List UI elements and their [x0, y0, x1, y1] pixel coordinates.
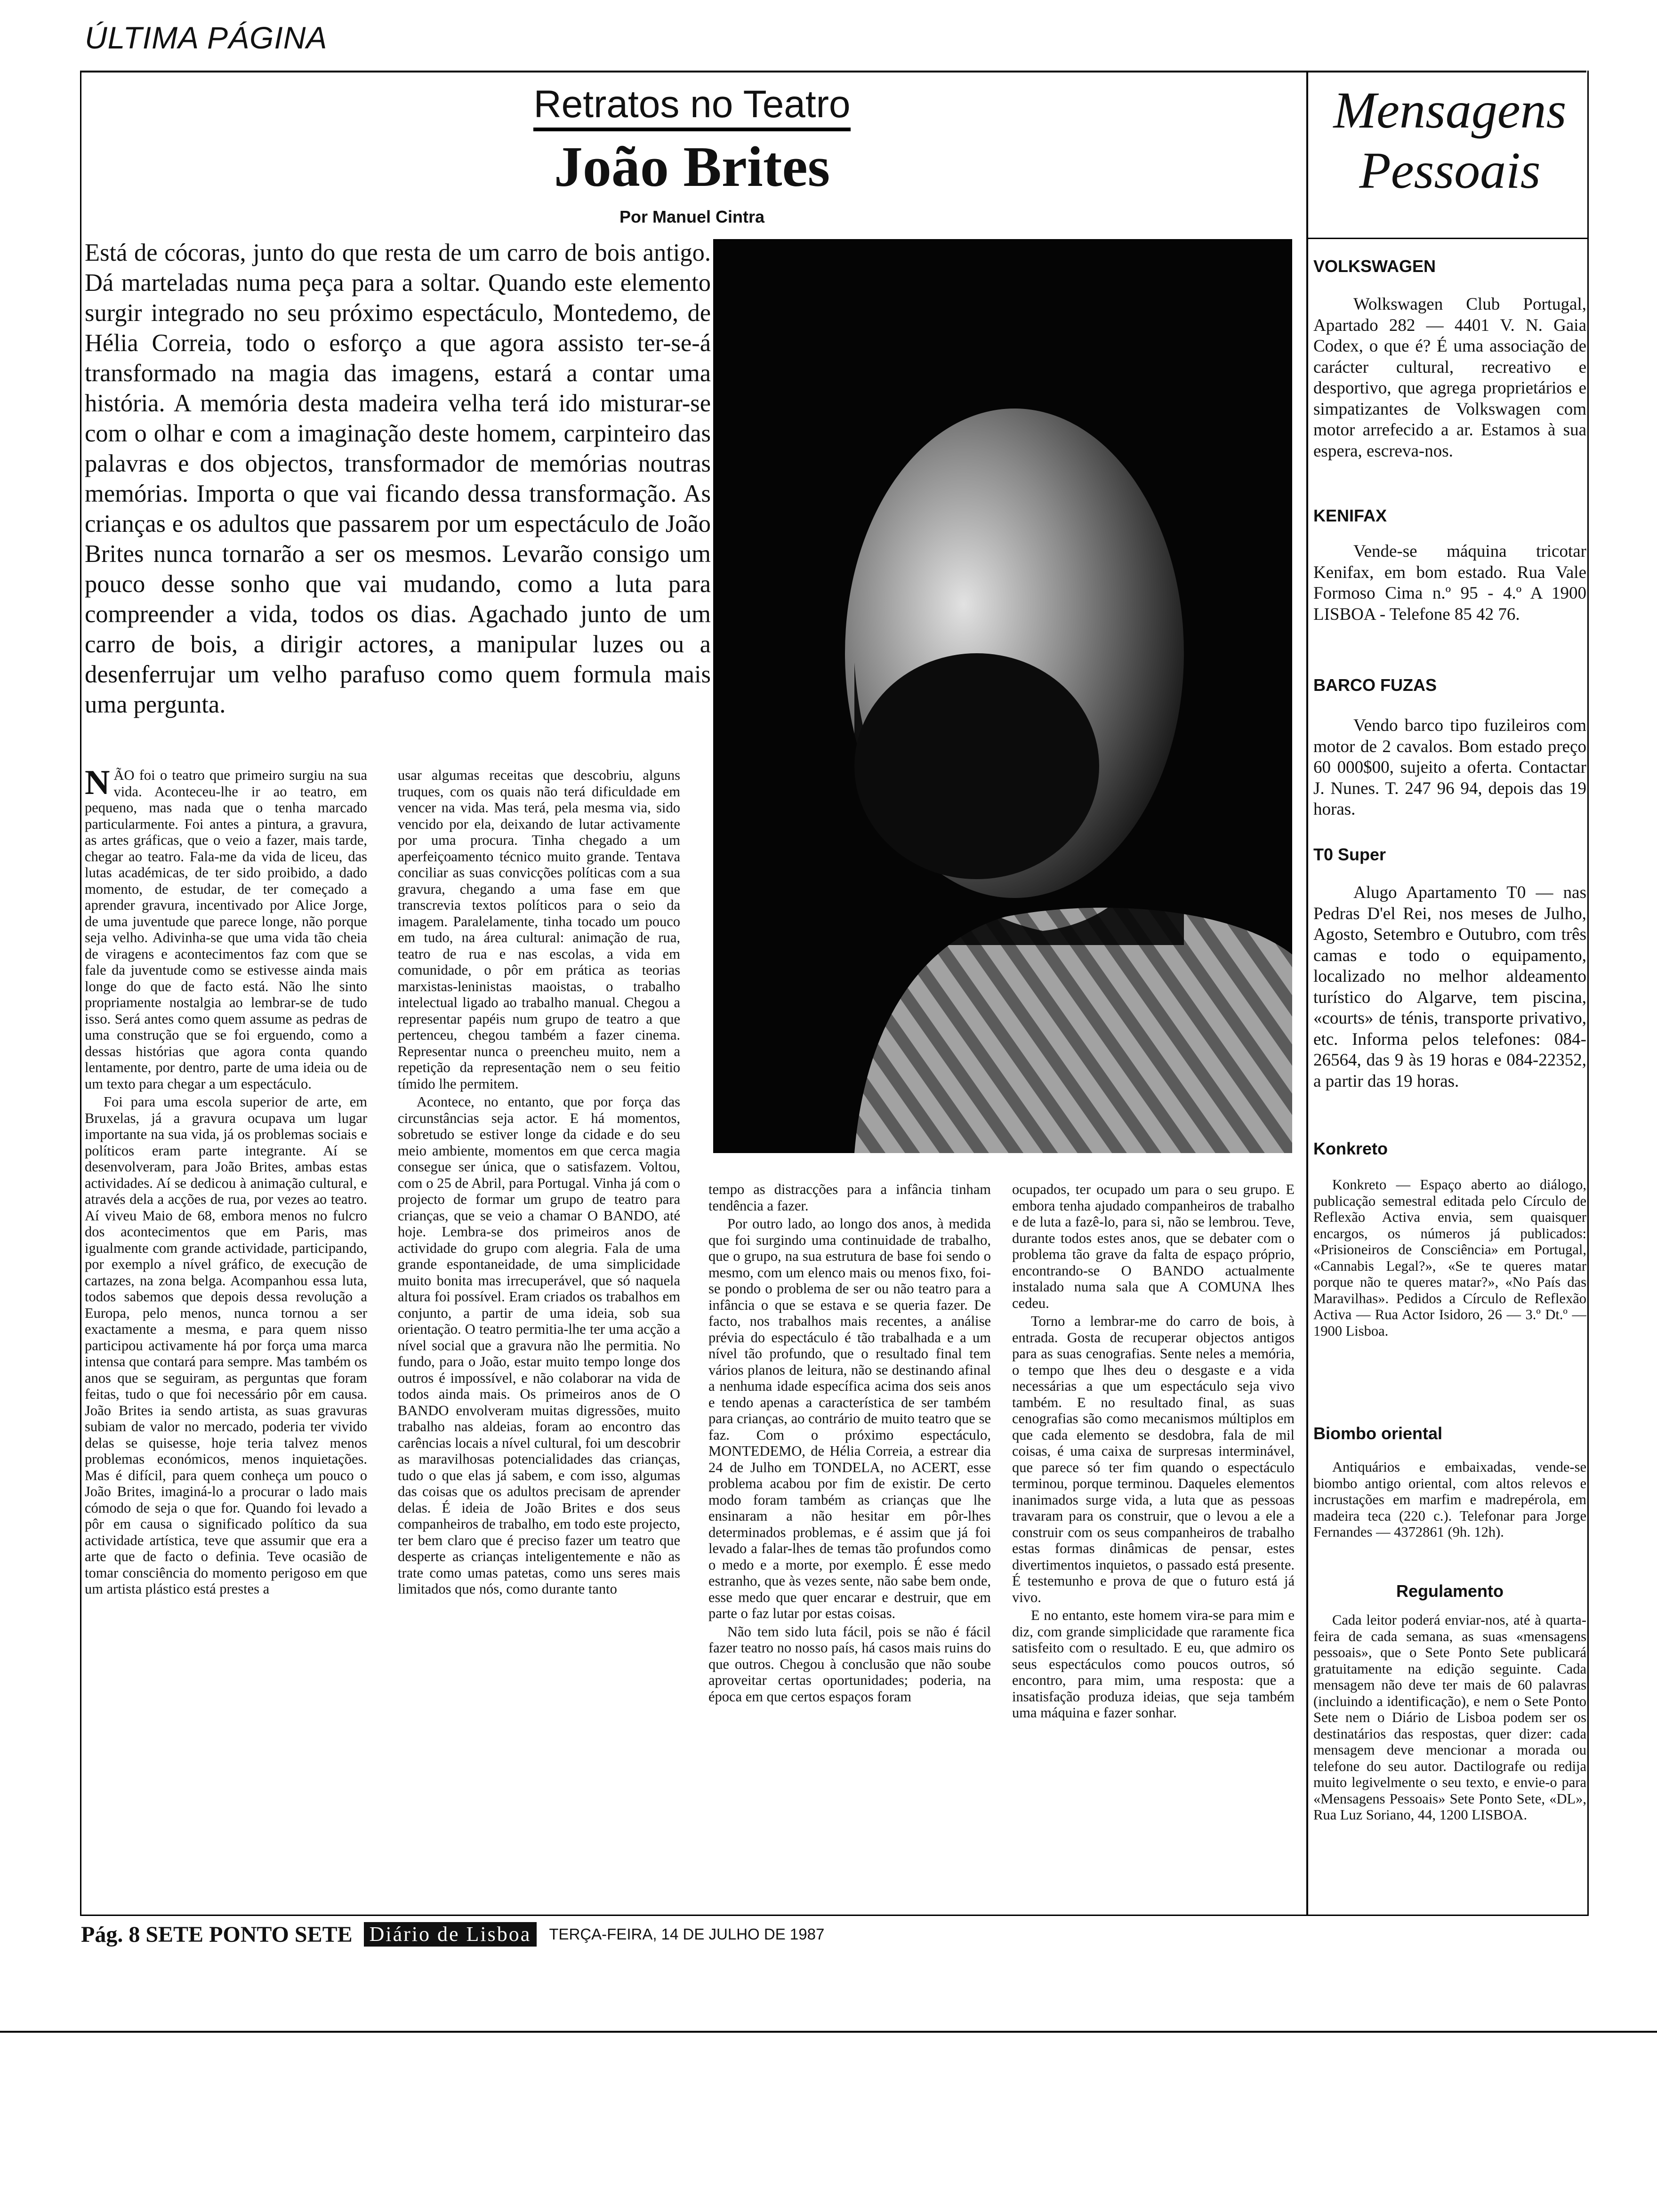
- ad-heading-biombo-oriental: Biombo oriental: [1313, 1424, 1443, 1443]
- sidebar-title: Mensagens Pessoais: [1333, 81, 1567, 199]
- sidebar-divider: [1306, 71, 1308, 1915]
- article-paragraph: E no entanto, este homem vira-se para mim e diz, com grande simplicidade que raramente fica satisfeito com o resultado. E eu, que admiro os seus espectáculos como poucos outros, só encontro, para mim, uma resposta: que a insatisfação produza ideias, que seja também uma máquina e fazer sonhar.: [1012, 1607, 1295, 1721]
- article-paragraph: Acontece, no entanto, que por força das circunstâncias seja actor. E há momentos, sobretudo se estiver longe da cidade e do seu meio ambiente, momentos em que cerca magia consegue ser única, que o satisfazem. Voltou, com o 25 de Abril, para Portugal. Vinha já com o projecto de formar um grupo de teatro para crianças, que se veio a chamar O BANDO, até hoje. Lembra-se dos primeiros anos de actividade do grupo com alegria. Fala de uma grande espontaneidade, de uma simplicidade muito bonita mas irrecuperável, que só naquela altura foi possível. Eram criados os trabalhos em conjunto, a partir de uma ideia, sob sua orientação. O teatro permitia-lhe ter uma acção a nível social que a gravura não lhe permitia. No fundo, para o João, estar muito tempo longe dos outros é impossível, e não colaborar na vida de todos ainda mais. Os primeiros anos de O BANDO envolveram muitas digressões, muito trabalho nas aldeias, foram ao encontro das carências locais a nível cultural, foi um descobrir as maravilhosas potencialidades das crianças, tudo o que elas já sabem, e com isso, algumas das coisas que os adultos precisam de aprender delas. É ideia de João Brites e dos seus companheiros de trabalho, em todo este projecto, ter bem claro que é preciso fazer um teatro que desperte as crianças inteligentemente e não as trate como umas patetas, como uns seres mais limitados que nós, como durante tanto: [398, 1094, 680, 1597]
- page-bottom-rule: [0, 2031, 1657, 2033]
- article-paragraph: Por outro lado, ao longo dos anos, à medida que foi surgindo uma continuidade de trabalho, que o grupo, na sua estrutura de base foi sendo o mesmo, com um elenco mais ou menos fixo, foi-se pondo o problema de ser ou não teatro para a infância o que se estava e se queria fazer. De facto, nos trabalhos mais recentes, a análise prévia do espectáculo é tão trabalhada e a um nível tão profundo, que o resultado final tem vários planos de leitura, não se destinando afinal a nenhuma idade específica acima dos seis anos e tendo apenas a característica de ser também para crianças, ao contrário de muito teatro que se faz. Com o próximo espectáculo, MONTEDEMO, de Hélia Correia, a estrear dia 24 de Julho em TONDELA, no ACERT, esse problema acabou por fim de existir. De certo modo foram também as crianças que lhe ensinaram a não hesitar em pôr-lhes determinados problemas, e é assim que já foi levado a falar-lhes de temas tão profundos como o medo e a morte, por exemplo. É esse medo estranho, que às vezes sente, não sabe bem onde, esse medo que quer encarar e destruir, que em parte o faz lutar por estas coisas.: [708, 1216, 991, 1621]
- article-paragraph: Torno a lembrar-me do carro de bois, à entrada. Gosta de recuperar objectos antigos para as suas cenografias. Sente neles a memória, o tempo que lhes deu o desgaste e a vida necessárias a que um espectáculo seja vivo também. E no resultado final, as suas cenografias são como mecanismos múltiplos em que cada elemento se desdobra, fala de mil coisas, é uma caixa de surpresas interminável, que parece só ter fim quando o espectáculo terminou, porque terminou. Daqueles elementos inanimados surge vida, a luta que as pessoas travaram para os construir, que o levou a ele a construir com os seus companheiros de trabalho estas formas dinâmicas de pensar, estes divertimentos inquietos, o passado está presente. É testemunho e prova de que o futuro está já vivo.: [1012, 1313, 1295, 1605]
- section-label: ÚLTIMA PÁGINA: [85, 20, 328, 55]
- right-rule: [1587, 71, 1589, 1915]
- page-footer: [81, 1920, 824, 1948]
- sidebar-title-rule: [1308, 238, 1587, 239]
- ad-text-t0-super: Alugo Apartamento T0 — nas Pedras D'el Rei, nos meses de Julho, Agosto, Setembro e Outubro, com três camas e todo o equipamento, localizado no melhor aldeamento turístico do Algarve, tem piscina, «courts» de ténis, transporte privativo, etc. Informa pelos telefones: 084-26564, das 9 às 19 horas e 084-22352, a partir das 19 horas.: [1313, 883, 1586, 1091]
- portrait-photo-graphic: [713, 239, 1292, 1153]
- article-column-1: [85, 763, 367, 1599]
- article-paragraph: Foi para uma escola superior de arte, em Bruxelas, já a gravura ocupava um lugar importante na sua vida, já os problemas sociais e políticos eram parte integrante. Aí se desenvolveram, para João Brites, ambas estas actividades. Aí se dedicou à animação cultural, e através dela a acções de rua, por vezes ao teatro. Aí viveu Maio de 68, embora menos no fulcro dos acontecimentos que em Paris, mas igualmente com grande actividade, participando, por exemplo a nível gráfico, de execução de cartazes, na zona belga. Acompanhou essa luta, todos sabemos que depois dessa revolução a Europa, pelo menos, nunca tornou a ser exactamente a mesma, e para quem nisso participou activamente há por força uma marca intensa que contará para sempre. Mas também os anos que se seguiram, as perguntas que foram feitas, tudo o que foi necessário pôr em causa. João Brites ia sendo artista, as suas gravuras subiam de valor no mercado, poderia ter vivido delas se quisesse, hoje teria talvez menos problemas económicos, menos inquietações. Mas é difícil, para quem conheça um pouco o João Brites, imaginá-lo a procurar o lado mais cómodo de seja o que for. Quando foi levado a pôr em causa o significado político da sua actividade artística, teve que assumir que era a arte que de facto o definia. Teve ocasião de tomar consciência do momento perigoso em que um artista plástico está prestes a: [85, 1094, 367, 1597]
- newspaper-logo: Diário de Lisboa: [364, 1922, 537, 1947]
- left-rule: [80, 71, 81, 1915]
- article-column-4: [1012, 1181, 1295, 1723]
- ad-text-konkreto: Konkreto — Espaço aberto ao diálogo, publicação semestral editada pelo Círculo de Reflexão Activa envia, sem quaisquer encargos, os números já publicados: «Prisioneiros de Consciência» em Portugal, «Cannabis Legal?», «Se te queres matar porque não te queres matar?», «No País das Maravilhas». Pedidos a Círculo de Reflexão Activa — Rua Actor Isidoro, 26 — 3.º Dt.º — 1900 Lisboa.: [1313, 1177, 1586, 1339]
- ad-heading-volkswagen: VOLKSWAGEN: [1313, 256, 1436, 276]
- drop-cap: N: [85, 763, 110, 802]
- ad-heading-barco-fuzas: BARCO FUZAS: [1313, 675, 1437, 695]
- ad-heading-konkreto: Konkreto: [1313, 1139, 1388, 1158]
- article-column-3: [708, 1181, 991, 1707]
- article-paragraph: ocupados, ter ocupado um para o seu grupo. E embora tenha ajudado companheiros de trabalho e de luta a fazê-lo, para si, não se lembrou. Teve, durante todos estes anos, que se debater com o problema tão grave da falta de espaço próprio, encontrando-se O BANDO actualmente instalado numa sala que A COMUNA lhes cedeu.: [1012, 1181, 1295, 1311]
- article-column-2: [398, 767, 680, 1599]
- rules-heading: Regulamento: [1396, 1581, 1504, 1601]
- article-paragraph: usar algumas receitas que descobriu, alguns truques, com os quais não terá dificuldade em vencer na vida. Mas terá, pela mesma via, sido vencido por ela, deixando de lutar activamente por uma procura. Tinha chegado a um aperfeiçoamento técnico muito grande. Tentava conciliar as suas convicções políticas com a sua gravura, chegando a uma fase em que transcrevia textos políticos para o seio da imagem. Paralelamente, tinha tocado um pouco em tudo, na área cultural: animação de rua, teatro de rua e nas escolas, a vida em comunidade, o pôr em prática as teorias marxistas-leninistas maoistas, o trabalho intelectual ligado ao trabalho manual. Chegou a representar papéis num grupo de teatro a que pertenceu, chegou também a fazer cinema. Representar nunca o preencheu muito, nem a repetição da representação nem o seu feitio tímido lhe permitem.: [398, 767, 680, 1092]
- ad-text-biombo-oriental: Antiquários e embaixadas, vende-se biombo antigo oriental, com altos relevos e incrustações em marfim e madrepérola, em madeira teca (220 c.). Telefonar para Jorge Fernandes — 4372861 (9h. 12h).: [1313, 1459, 1586, 1540]
- article-kicker: Retratos no Teatro: [80, 82, 1304, 127]
- footer-date: TERÇA-FEIRA, 14 DE JULHO DE 1987: [549, 1925, 825, 1943]
- top-rule: [80, 71, 1586, 72]
- ad-text-volkswagen: Wolkswagen Club Portugal, Apartado 282 — 4401 V. N. Gaia Codex, o que é? É uma associação de carácter cultural, recreativo e desportivo, que agrega proprietários e simpatizantes de Volkswagen com motor arrefecido a ar. Estamos à sua espera, escreva-nos.: [1313, 295, 1586, 461]
- ad-text-barco-fuzas: Vendo barco tipo fuzileiros com motor de 2 cavalos. Bom estado preço 60 000$00, sujeito a oferta. Contactar J. Nunes. T. 247 96 94, depois das 19 horas.: [1313, 716, 1586, 819]
- article-paragraph: tempo as distracções para a infância tinham tendência a fazer.: [708, 1181, 991, 1214]
- rules-text: Cada leitor poderá enviar-nos, até à quarta-feira de cada semana, as suas «mensagens pessoais», que o Sete Ponto Sete publicará gratuitamente na edição seguinte. Cada mensagem não deve ter mais de 60 palavras (incluindo a identificação), e nem o Sete Ponto Sete nem o Diário de Lisboa podem ser os destinatários das respostas, quer dizer: cada mensagem deve mencionar a morada ou telefone do seu autor. Dactilografe ou redija muito legivelmente o seu texto, e envie-o para «Mensagens Pessoais» Sete Ponto Sete, «DL», Rua Luz Soriano, 44, 1200 LISBOA.: [1313, 1612, 1586, 1823]
- bottom-rule: [80, 1915, 1589, 1916]
- ad-heading-t0-super: T0 Super: [1313, 845, 1386, 864]
- article-paragraph: Não tem sido luta fácil, pois se não é fácil fazer teatro no nosso país, há casos mais ruins do que outros. Chegou à conclusão que não soube aproveitar certas oportunidades; poderia, na época em que certos espaços foram: [708, 1623, 991, 1705]
- article-byline: Por Manuel Cintra: [619, 207, 765, 226]
- ad-text-kenifax: Vende-se máquina tricotar Kenifax, em bom estado. Rua Vale Formoso Cima n.º 95 - 4.º A 1900 LISBOA - Telefone 85 42 76.: [1313, 542, 1586, 624]
- portrait-photo: [713, 239, 1292, 1153]
- article-lead: Está de cócoras, junto do que resta de um carro de bois antigo. Dá marteladas numa peça para a soltar. Quando este elemento surgir integrado no seu próximo espectáculo, Montedemo, de Hélia Correia, todo o esforço a que agora assisto ter-se-á transformado na magia das imagens, estará a contar uma história. A memória desta madeira velha terá ido misturar-se com o olhar e com a imaginação deste homem, carpinteiro das palavras e dos objectos, transformador de memórias noutras memórias. Importa o que vai ficando dessa transformação. As crianças e os adultos que passarem por um espectáculo de João Brites nunca tornarão a ser os mesmos. Levarão consigo um pouco desse sonho que vai mudando, como a luta para compreender a vida, todos os dias. Agachado junto de um carro de bois, a dirigir actores, a manipular luzes ou a desenferrujar um velho parafuso como quem formula mais uma pergunta.: [85, 239, 711, 718]
- footer-page-label: Pág. 8 SETE PONTO SETE: [81, 1922, 353, 1947]
- ad-heading-kenifax: KENIFAX: [1313, 506, 1387, 525]
- article-paragraph: ÃO foi o teatro que primeiro surgiu na sua vida. Aconteceu-lhe ir ao teatro, em pequeno, mas nada que o tenha marcado particularmente. Foi antes a pintura, a gravura, as artes gráficas, que o veio a fazer, mais tarde, chegar ao teatro. Fala-me da vida de liceu, das lutas académicas, de ter sido proibido, a dado momento, de estudar, de ter começado a aprender gravura, incentivado por Alice Jorge, de uma juventude que parece longe, não porque seja velho. Adivinha-se que uma vida tão cheia de viragens e acontecimentos faz com que se fale da juventude como se estivesse ainda mais longe do que de facto está. Não lhe sinto propriamente nostalgia ao lembrar-se de tudo isso. Será antes como quem assume as pedras de uma construção que se foi erguendo, como a dessas histórias que agora conta quando lentamente, por dentro, parte de uma ideia ou de um texto para chegar a um espectáculo.: [85, 767, 367, 1092]
- article-headline: João Brites: [554, 135, 830, 199]
